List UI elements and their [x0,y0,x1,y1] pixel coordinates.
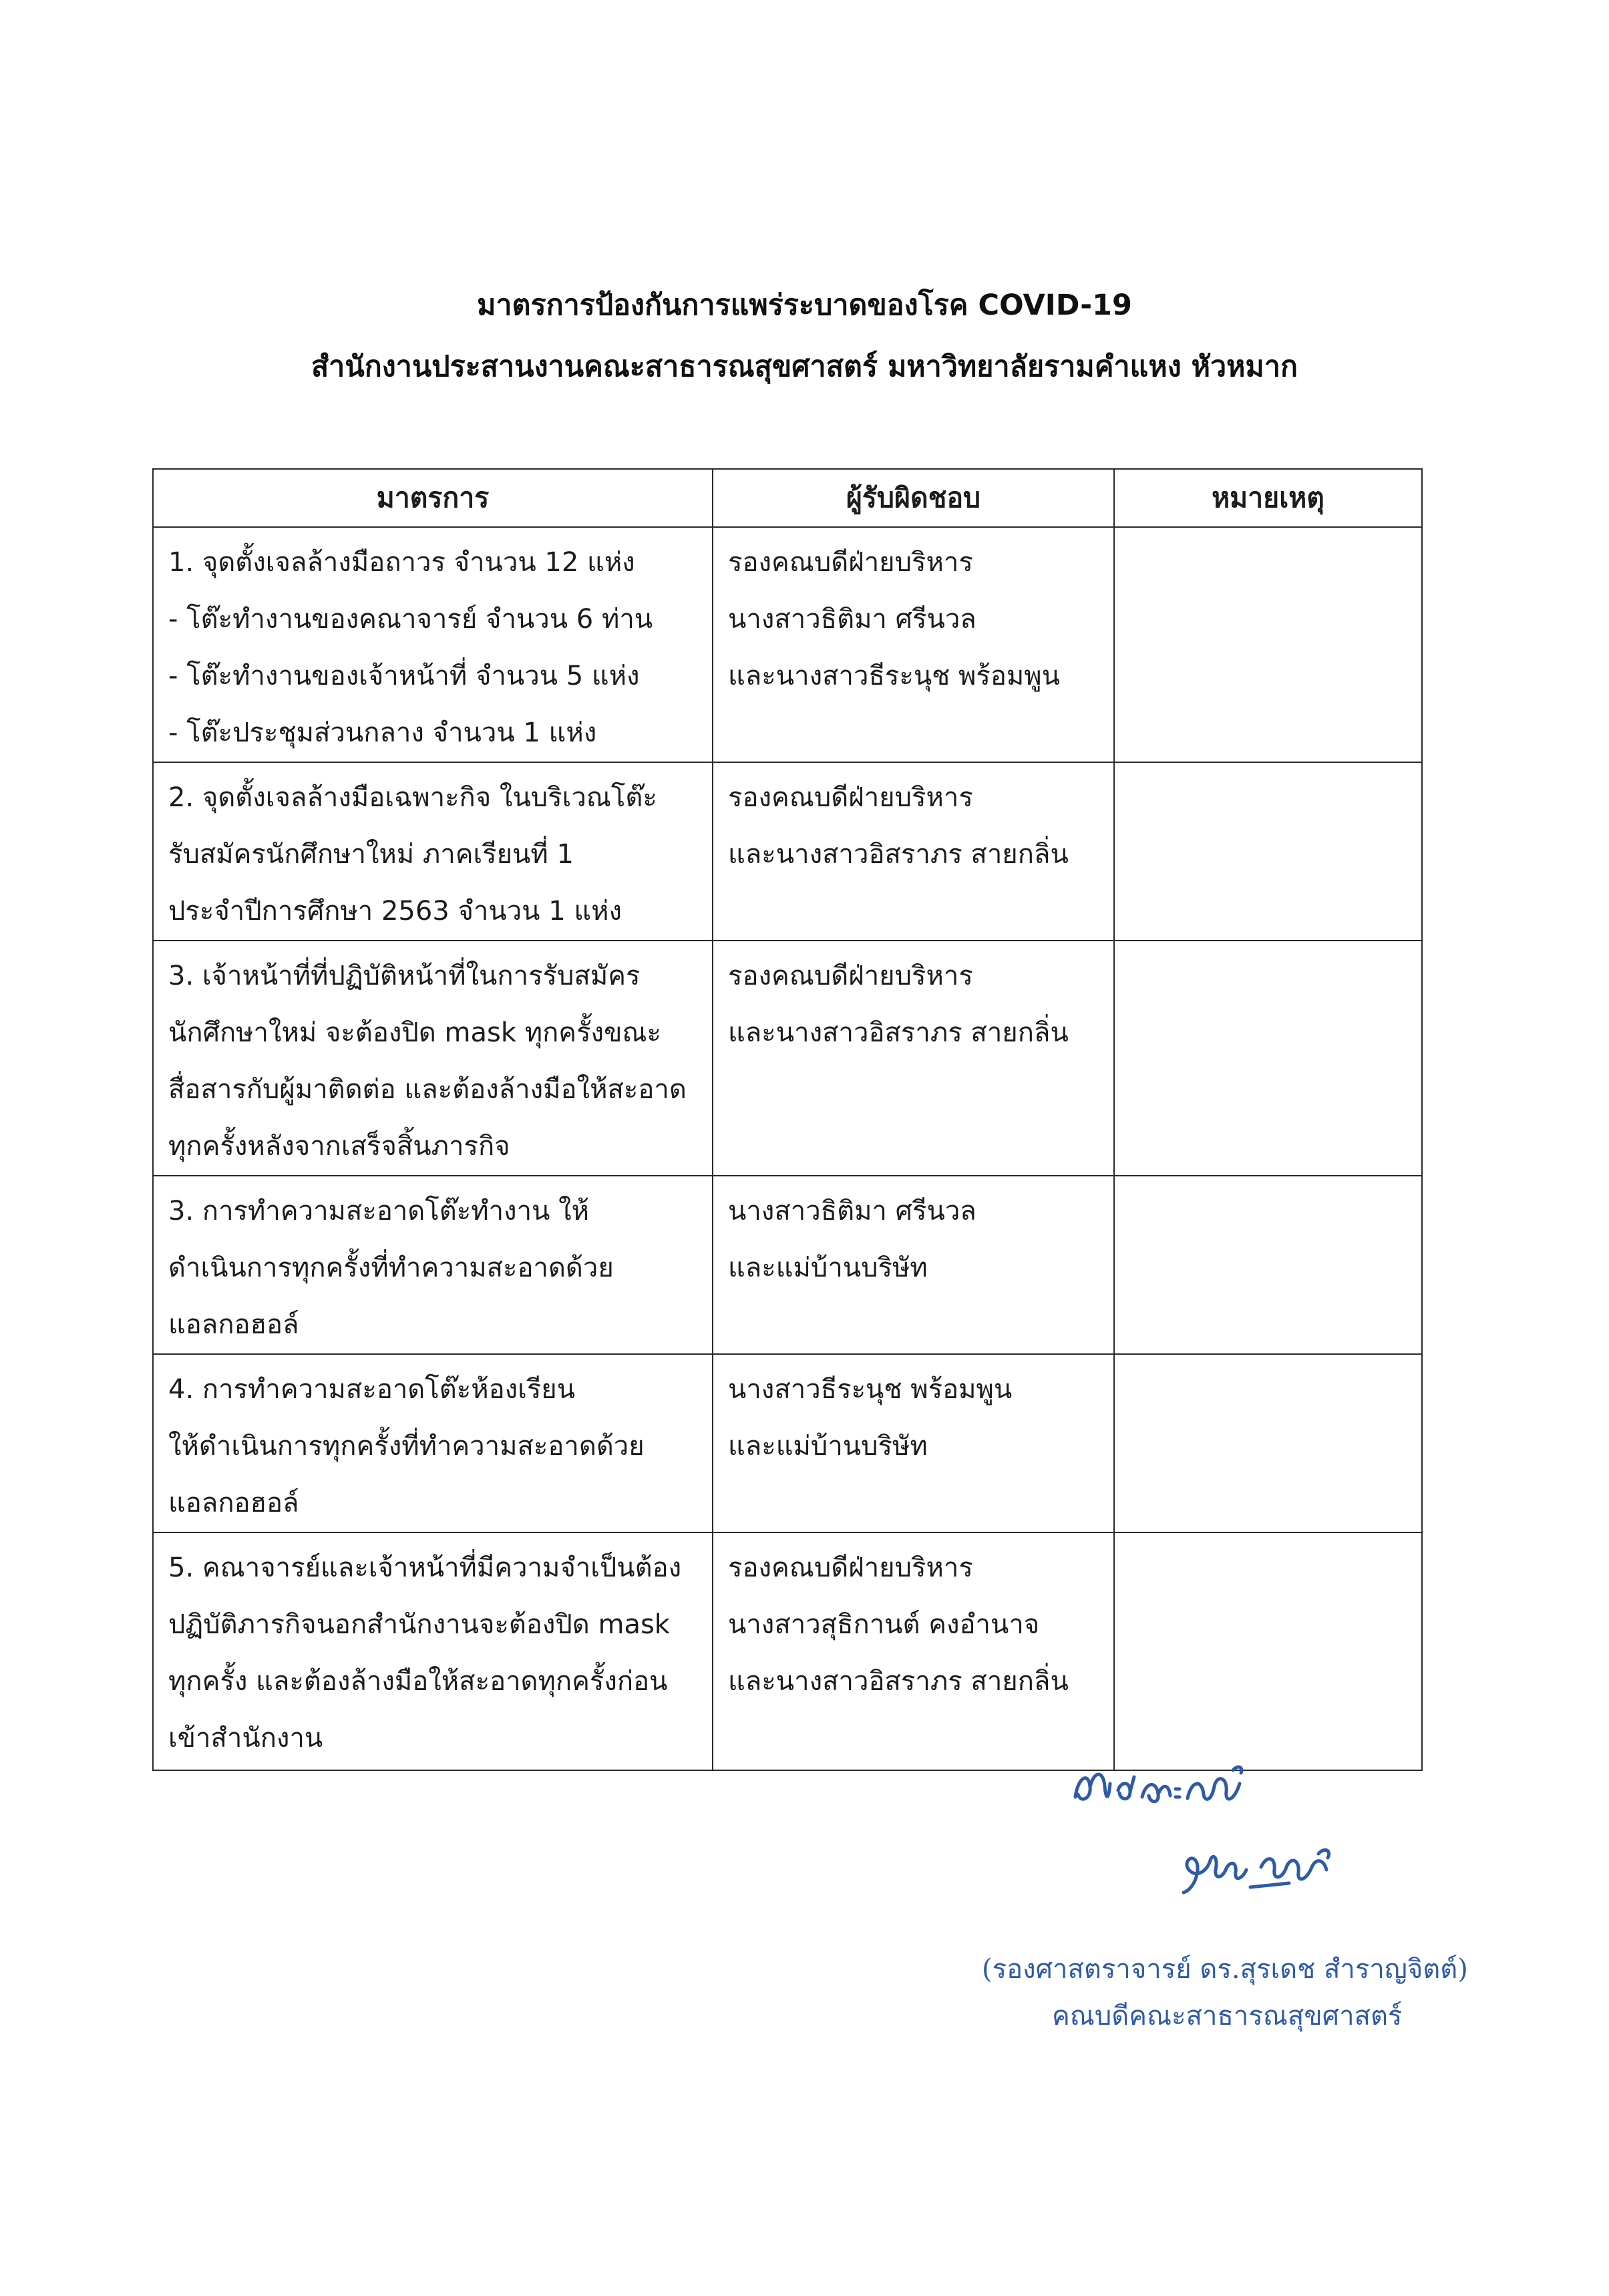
measure-line: 3. การทำความสะอาดโต๊ะทำงาน ให้ [168,1196,589,1226]
responsible-cell [713,527,1114,762]
measure-line: 3. เจ้าหน้าที่ที่ปฏิบัติหน้าที่ในการรับสมัคร [168,961,641,991]
measure-line: 5. คณาจารย์และเจ้าหน้าที่มีความจำเป็นต้อง [168,1552,682,1583]
responsible-cell [713,1354,1114,1532]
measure-line: ดำเนินการทุกครั้งที่ทำความสะอาดด้วย [168,1253,614,1283]
measure-cell [153,941,713,1176]
remark-cell [1114,527,1422,762]
measure-line: รับสมัครนักศึกษาใหม่ ภาคเรียนที่ 1 [168,839,574,870]
table-row [153,527,1422,762]
measure-line: ปฏิบัติภารกิจนอกสำนักงานจะต้องปิด mask [168,1609,670,1640]
signer-position: คณบดีคณะสาธารณสุขศาสตร์ [1052,2001,1403,2031]
responsible-line: รองคณบดีฝ่ายบริหาร [728,547,973,578]
responsible-line: และนางสาวธีระนุช พร้อมพูน [728,661,1060,691]
responsible-line: นางสาวธิติมา ศรีนวล [728,1196,976,1226]
document-subtitle: สำนักงานประสานงานคณะสาธารณสุขศาสตร์ มหาวิทยาลัยรามคำแหง หัวหมาก [311,350,1298,383]
responsible-line: และนางสาวอิสราภร สายกลิ่น [728,1017,1069,1048]
responsible-line: และนางสาวอิสราภร สายกลิ่น [728,839,1069,870]
remark-cell [1114,762,1422,941]
table-row [153,1354,1422,1532]
responsible-line: นางสาวธิติมา ศรีนวล [728,604,976,635]
remark-cell [1114,941,1422,1176]
table-row [153,1176,1422,1354]
measure-line: แอลกอฮอล์ [168,1309,299,1340]
responsible-cell [713,941,1114,1176]
handwritten-approval-note [1069,1757,1269,1817]
responsible-line: รองคณบดีฝ่ายบริหาร [728,1552,973,1583]
measure-line: 4. การทำความสะอาดโต๊ะห้องเรียน [168,1374,576,1405]
header-responsible: ผู้รับผิดชอบ [713,469,1114,527]
responsible-line: รองคณบดีฝ่ายบริหาร [728,961,973,991]
measures-table [152,468,1423,1771]
measure-cell [153,1176,713,1354]
responsible-line: และแม่บ้านบริษัท [728,1253,928,1283]
responsible-cell [713,1176,1114,1354]
measure-line: แอลกอฮอล์ [168,1488,299,1518]
remark-cell [1114,1354,1422,1532]
header-remark: หมายเหตุ [1114,469,1422,527]
measure-line: นักศึกษาใหม่ จะต้องปิด mask ทุกครั้งขณะ [168,1017,662,1048]
measure-line: เข้าสำนักงาน [168,1723,323,1754]
measure-cell [153,762,713,941]
signature-mark [1176,1840,1343,1904]
measure-cell [153,1354,713,1532]
measure-cell [153,1532,713,1770]
measure-line: ให้ดำเนินการทุกครั้งที่ทำความสะอาดด้วย [168,1431,645,1462]
table-row [153,941,1422,1176]
measure-line: 1. จุดตั้งเจลล้างมือถาวร จำนวน 12 แห่ง [168,547,635,578]
remark-cell [1114,1532,1422,1770]
measure-line: ทุกครั้งหลังจากเสร็จสิ้นภารกิจ [168,1131,510,1162]
measure-line: 2. จุดตั้งเจลล้างมือเฉพาะกิจ ในบริเวณโต๊ะ [168,782,657,813]
measure-line: ทุกครั้ง และต้องล้างมือให้สะอาดทุกครั้งก่อน [168,1666,668,1697]
responsible-cell [713,762,1114,941]
measure-line: ประจำปีการศึกษา 2563 จำนวน 1 แห่ง [168,896,622,927]
table-row [153,762,1422,941]
signer-name: (รองศาสตราจารย์ ดร.สุรเดช สำราญจิตต์) [982,1954,1468,1985]
remark-cell [1114,1176,1422,1354]
measure-cell [153,527,713,762]
table-row [153,1532,1422,1770]
measure-line: สื่อสารกับผู้มาติดต่อ และต้องล้างมือให้สะอาด [168,1074,687,1105]
responsible-line: และนางสาวอิสราภร สายกลิ่น [728,1666,1069,1697]
table-header-row [153,469,1422,527]
measure-line: - โต๊ะทำงานของคณาจารย์ จำนวน 6 ท่าน [168,604,653,635]
header-measure: มาตรการ [153,469,713,527]
responsible-cell [713,1532,1114,1770]
responsible-line: นางสาวสุธิกานต์ คงอำนาจ [728,1609,1040,1640]
measure-line: - โต๊ะทำงานของเจ้าหน้าที่ จำนวน 5 แห่ง [168,661,640,691]
responsible-line: และแม่บ้านบริษัท [728,1431,928,1462]
responsible-line: นางสาวธีระนุช พร้อมพูน [728,1374,1013,1405]
measure-line: - โต๊ะประชุมส่วนกลาง จำนวน 1 แห่ง [168,717,597,748]
document-title: มาตรการป้องกันการแพร่ระบาดของโรค COVID-19 [477,289,1132,322]
responsible-line: รองคณบดีฝ่ายบริหาร [728,782,973,813]
